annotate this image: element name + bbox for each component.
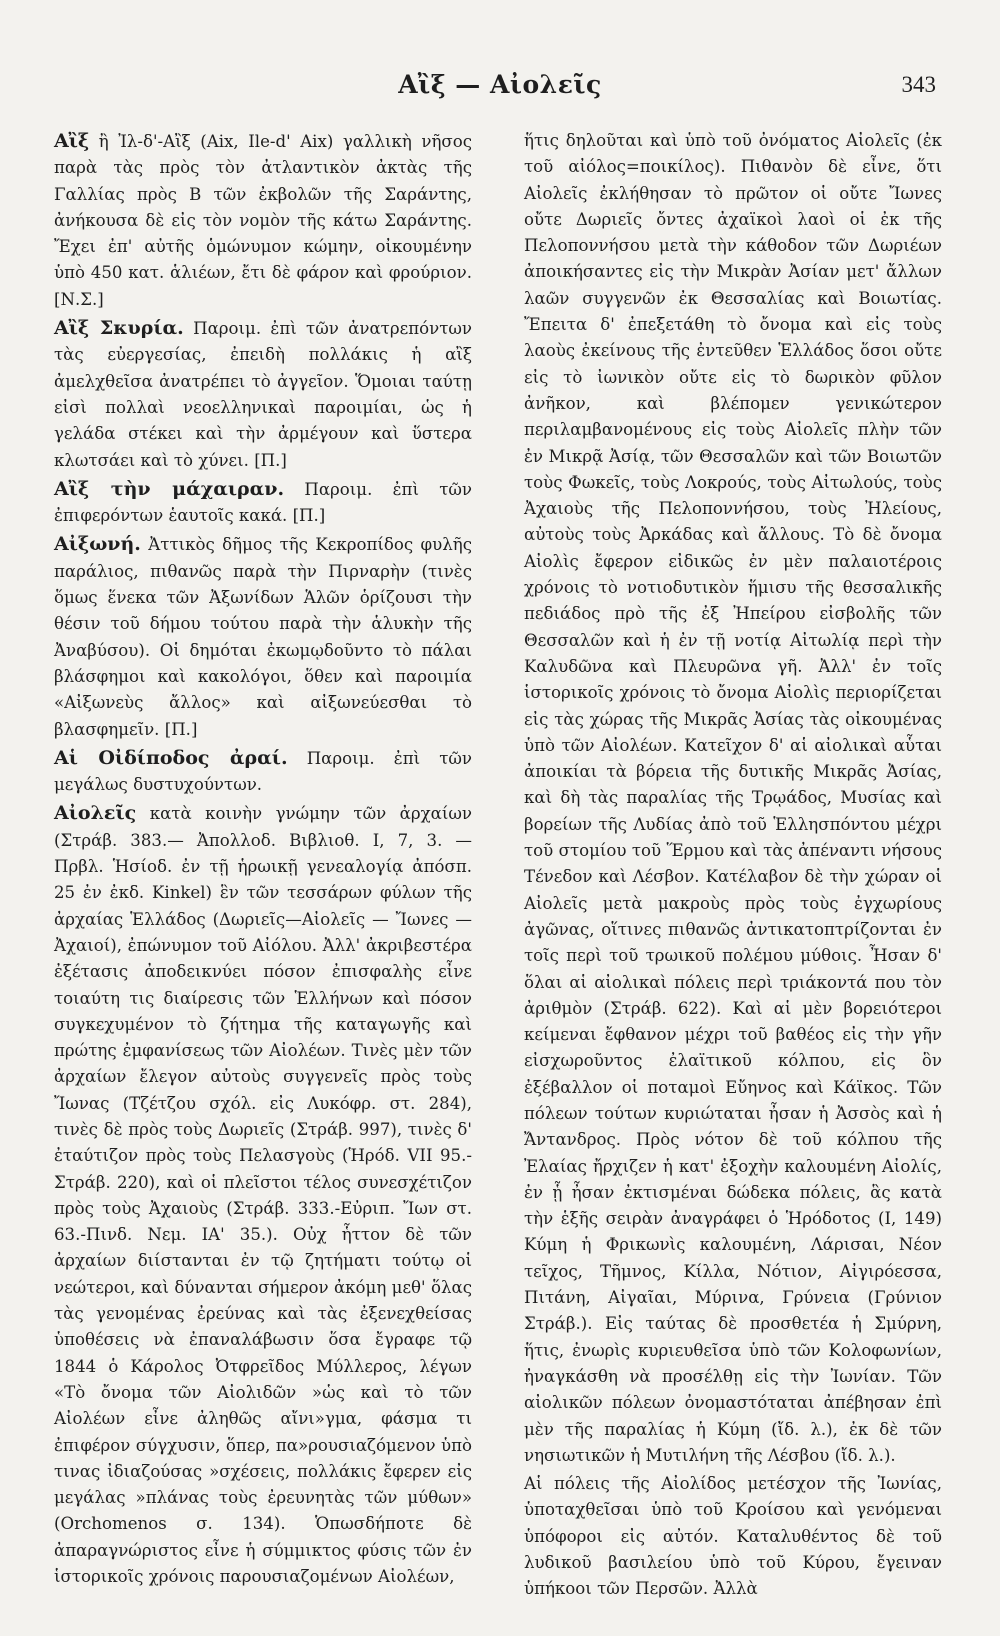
entry-text: ἢ Ἰλ-δ'-Αἲξ (Aix, Ile-d' Aix) γαλλικὴ νῆσος παρὰ τὰς πρὸς τὸν ἀτλαντικὸν ἀκτὰς τῆς Γαλλίας πρὸς Β τῶν ἐκβολῶν τῆς Σαράντης, ἀνήκουσα δὲ εἰς τὸν νομὸν τῆς κάτω Σαράντης. Ἔχει ἐπ' αὐτῆς ὁμώνυμον κώμην, οἰκουμένην ὑπὸ 450 κατ. ἁλιέων, ἔτι δὲ φάρον καὶ φρούριον. [Ν.Σ.] bbox=[54, 132, 472, 309]
entry-aioleis-paragraph bbox=[524, 1471, 942, 1602]
entry-aix bbox=[54, 128, 472, 313]
page-header bbox=[60, 70, 940, 110]
entry-aioleis bbox=[54, 800, 472, 1590]
entry-lemma: Αἱ Οἰδίποδος ἀραί. bbox=[54, 746, 288, 769]
entry-aioleis-continued bbox=[524, 128, 942, 1469]
entry-lemma: Αἰολεῖς bbox=[54, 802, 137, 825]
entry-text: Παροιμ. ἐπὶ τῶν ἀνατρεπόντων τὰς εὐεργεσίας, ἐπειδὴ πολλάκις ἡ αἲξ ἀμελχθεῖσα ἀνατρέπει τὸ ἀγγεῖον. Ὅμοιαι ταύτῃ εἰσὶ πολλαὶ νεοελληνικαὶ παροιμίαι, ὡς ἡ γελάδα στέκει καὶ τὴν ἀρμέγουν καὶ ὕστερα κλωτσάει καὶ τὸ χύνει. [Π.] bbox=[54, 319, 472, 470]
entry-aixone bbox=[54, 531, 472, 742]
entry-oidipodos-arai bbox=[54, 745, 472, 799]
entry-text: Αἱ πόλεις τῆς Αἰολίδος μετέσχον τῆς Ἰωνίας, ὑποταχθεῖσαι ὑπὸ τοῦ Κροίσου καὶ γενόμεναι ὑπόφοροι εἰς αὐτόν. Καταλυθέντος δὲ τοῦ λυδικοῦ βασιλείου ὑπὸ τοῦ Κύρου, ἔγειναν ὑπήκοοι τῶν Περσῶν. Ἀλλὰ bbox=[524, 1474, 942, 1599]
entry-lemma: Αἲξ τὴν μάχαιραν. bbox=[54, 477, 285, 500]
entry-text: Παροιμ. ἐπὶ τῶν ἐπιφερόντων ἑαυτοῖς κακά. [Π.] bbox=[54, 479, 473, 526]
right-column bbox=[524, 128, 942, 1605]
entry-text: κατὰ κοινὴν γνώμην τῶν ἀρχαίων (Στράβ. 383.— Ἀπολλοδ. Βιβλιοθ. Ι, 7, 3. — Πρβλ. Ἡσίοδ. ἐν τῇ ἡρωικῇ γενεαλογίᾳ ἀπόσπ. 25 ἐν ἐκδ. Kinkel) ἓν τῶν τεσσάρων φύλων τῆς ἀρχαίας Ἑλλάδος (Δωριεῖς—Αἰολεῖς — Ἴωνες — Ἀχαιοί), ἐπώνυμον τοῦ Αἰόλου. Ἀλλ' ἀκριβεστέρα ἐξέτασις ἀποδεικνύει πόσον ἐπισφαλὴς εἶνε τοιαύτη τις διαίρεσις τῶν Ἑλλήνων καὶ πόσον συγκεχυμένον τὸ ζήτημα τῆς καταγωγῆς καὶ πρώτης ἐμφανίσεως τῶν Αἰολέων. Τινὲς μὲν τῶν ἀρχαίων ἔλεγον αὐτοὺς συγγενεῖς πρὸς τοὺς Ἴωνας (Τζέτζου σχόλ. εἰς Λυκόφρ. στ. 284), τινὲς δὲ πρὸς τοὺς Δωριεῖς (Στράβ. 997), τινὲς δ' ἐταύτιζον πρὸς τοὺς Πελασγοὺς (Ἡρόδ. VII 95.-Στράβ. 220), καὶ οἱ πλεῖστοι τέλος συνεσχέτιζον πρὸς τοὺς Ἀχαιοὺς (Στράβ. 333.-Εὐριπ. Ἴων στ. 63.-Πινδ. Νεμ. ΙΑ' 35.). Οὐχ ἧττον δὲ τῶν ἀρχαίων διίστανται ἐν τῷ ζητήματι τούτῳ οἱ νεώτεροι, καὶ δύνανται σήμερον ἀκόμη μεθ' ὅλας τὰς γενομένας ἐρεύνας καὶ τὰς ἐξενεχθείσας ὑποθέσεις νὰ ἐπαναλάβωσιν ὅσα ἔγραφε τῷ 1844 ὁ Κάρολος Ὀτφρεῖδος Μύλλερος, λέγων «Τὸ ὄνομα τῶν Αἰολιδῶν »ὡς καὶ τὸ τῶν Αἰολέων εἶνε ἀληθῶς αἴνι»γμα, φάσμα τι ἐπιφέρον σύγχυσιν, ὅπερ, πα»ρουσιαζόμενον ὑπὸ τινας ἰδιαζούσας »σχέσεις, πολλάκις ἔφερεν εἰς μεγάλας »πλάνας τοὺς ἐρευνητὰς τῶν μύθων» (Orchomenos σ. 134). Ὁπωσδήποτε δὲ ἀπαραγνώριστος εἶνε ἡ σύμμικτος φύσις τῶν ἐν ἱστορικοῖς χρόνοις παρουσιαζομένων Αἰολέων, bbox=[54, 804, 472, 1587]
entry-lemma: Αἲξ Σκυρία. bbox=[54, 317, 184, 340]
page-number: 343 bbox=[901, 72, 936, 97]
entry-text: Ἀττικὸς δῆμος τῆς Κεκροπίδος φυλῆς παράλιος, πιθανῶς παρὰ τὴν Πιρναρὴν (τινὲς ὅμως ἕνεκα τῶν Ἀξωνίδων Ἁλῶν ὁρίζουσι τὴν θέσιν τοῦ δήμου τούτου παρὰ τὴν ἁλυκὴν τῆς Ἀναβύσου). Οἱ δημόται ἐκωμῳδοῦντο τὸ πάλαι βλάσφημοι καὶ κακολόγοι, ὅθεν καὶ παροιμία «Αἰξωνεὺς ἄλλος» καὶ αἰξωνεύεσθαι τὸ βλασφημεῖν. [Π.] bbox=[54, 535, 472, 739]
entry-aix-skyria bbox=[54, 315, 472, 474]
left-column bbox=[54, 128, 472, 1592]
entry-lemma: Αἲξ bbox=[54, 130, 90, 152]
entry-text: ἥτις δηλοῦται καὶ ὑπὸ τοῦ ὀνόματος Αἰολεῖς (ἐκ τοῦ αἰόλος=ποικίλος). Πιθανὸν δὲ εἶνε, ὅτι Αἰολεῖς ἐκλήθησαν τὸ πρῶτον οἱ οὔτε Ἴωνες οὔτε Δωριεῖς ὄντες ἀχαϊκοὶ λαοὶ οἱ ἐκ τῆς Πελοποννήσου μετὰ τὴν κάθοδον τῶν Δωριέων ἀποικήσαντες εἰς τὴν Μικρὰν Ἀσίαν μετ' ἄλλων λαῶν συγγενῶν ἐκ Θεσσαλίας καὶ Βοιωτίας. Ἔπειτα δ' ἐπεξετάθη τὸ ὄνομα καὶ εἰς τοὺς λαοὺς ἐκείνους τῆς ἐντεῦθεν Ἑλλάδος ὅσοι οὔτε εἰς τὸ ἰωνικὸν οὔτε εἰς τὸ δωρικὸν φῦλον ἀνῆκον, καὶ βλέπομεν γενικώτερον περιλαμβανομένους εἰς τοὺς Αἰολεῖς πλὴν τῶν ἐν Μικρᾷ Ἀσίᾳ, τῶν Θεσσαλῶν καὶ τῶν Βοιωτῶν τοὺς Φωκεῖς, τοὺς Λοκρούς, τοὺς Αἰτωλούς, τοὺς Ἀχαιοὺς τῆς Πελοποννήσου, τοὺς Ἠλείους, αὐτοὺς τοὺς Ἀρκάδας καὶ ἄλλους. Τὸ δὲ ὄνομα Αἰολὶς ἔφερον εἰδικῶς ἐν μὲν παλαιοτέροις χρόνοις τὸ νοτιοδυτικὸν ἥμισυ τῆς θεσσαλικῆς πεδιάδος πρὸ τῆς ἐξ Ἠπείρου εἰσβολῆς τῶν Θεσσαλῶν καὶ ἡ ἐν τῇ νοτίᾳ Αἰτωλίᾳ περὶ τὴν Καλυδῶνα καὶ Πλευρῶνα γῆ. Ἀλλ' ἐν τοῖς ἱστορικοῖς χρόνοις τὸ ὄνομα Αἰολὶς περιορίζεται εἰς τὰς χώρας τῆς Μικρᾶς Ἀσίας τὰς οἰκουμένας ὑπὸ τῶν Αἰολέων. Κατεῖχον δ' αἱ αἰολικαὶ αὗται ἀποικίαι τὰ βόρεια τῆς δυτικῆς Μικρᾶς Ἀσίας, καὶ δὴ τὰς παραλίας τῆς Τρῳάδος, Μυσίας καὶ βορείων τῆς Λυδίας ἀπὸ τοῦ Ἑλλησπόντου μέχρι τοῦ στομίου τοῦ Ἕρμου καὶ τὰς ἀπέναντι νήσους Τένεδον καὶ Λέσβον. Κατέλαβον δὲ τὴν χώραν οἱ Αἰολεῖς μετὰ μακροὺς πρὸς τοὺς ἐγχωρίους ἀγῶνας, οἵτινες πιθανῶς ἀντικατοπτρίζονται ἐν τοῖς περὶ τοῦ τρωικοῦ πολέμου μύθοις. Ἦσαν δ' ὅλαι αἱ αἰολικαὶ πόλεις περὶ τριάκοντά που τὸν ἀριθμὸν (Στράβ. 622). Καὶ αἱ μὲν βορειότεροι κείμεναι ἔφθανον μέχρι τοῦ βαθέος εἰς τὴν γῆν εἰσχωροῦντος ἐλαϊτικοῦ κόλπου, εἰς ὃν ἐξέβαλλον οἱ ποταμοὶ Εὔηνος καὶ Κάϊκος. Τῶν πόλεων τούτων κυριώταται ἦσαν ἡ Ἀσσὸς καὶ ἡ Ἄντανδρος. Πρὸς νότον δὲ τοῦ κόλπου τῆς Ἐλαίας ἤρχιζεν ἡ κατ' ἐξοχὴν καλουμένη Αἰολίς, ἐν ᾗ ἦσαν ἐκτισμέναι δώδεκα πόλεις, ἃς κατὰ τὴν ἑξῆς σειρὰν ἀναγράφει ὁ Ἡρόδοτος (Ι, 149) Κύμη ἡ Φρικωνὶς καλουμένη, Λάρισαι, Νέον τεῖχος, Τῆμνος, Κίλλα, Νότιον, Αἰγιρόεσσα, Πιτάνη, Αἰγαῖαι, Μύρινα, Γρύνεια (Γρύνιον Στράβ.). Εἰς ταύτας δὲ προσθετέα ἡ Σμύρνη, ἥτις, ἐνωρὶς κυριευθεῖσα ὑπὸ τῶν Κολοφωνίων, ἠναγκάσθη νὰ προσέλθῃ εἰς τὴν Ἰωνίαν. Τῶν αἰολικῶν πόλεων ὀνομαστόταται ἀπέβησαν ἐπὶ μὲν τῆς παραλίας ἡ Κύμη (ἴδ. λ.), ἐκ δὲ τῶν νησιωτικῶν ἡ Μυτιλήνη τῆς Λέσβου (ἴδ. λ.). bbox=[524, 131, 942, 1465]
entry-text: Παροιμ. ἐπὶ τῶν μεγάλως δυστυχούντων. bbox=[54, 748, 472, 795]
entry-lemma: Αἰξωνή. bbox=[54, 533, 141, 556]
entry-aix-machairan bbox=[54, 476, 472, 530]
running-head: Αἲξ — Αἰολεῖς bbox=[398, 70, 602, 99]
